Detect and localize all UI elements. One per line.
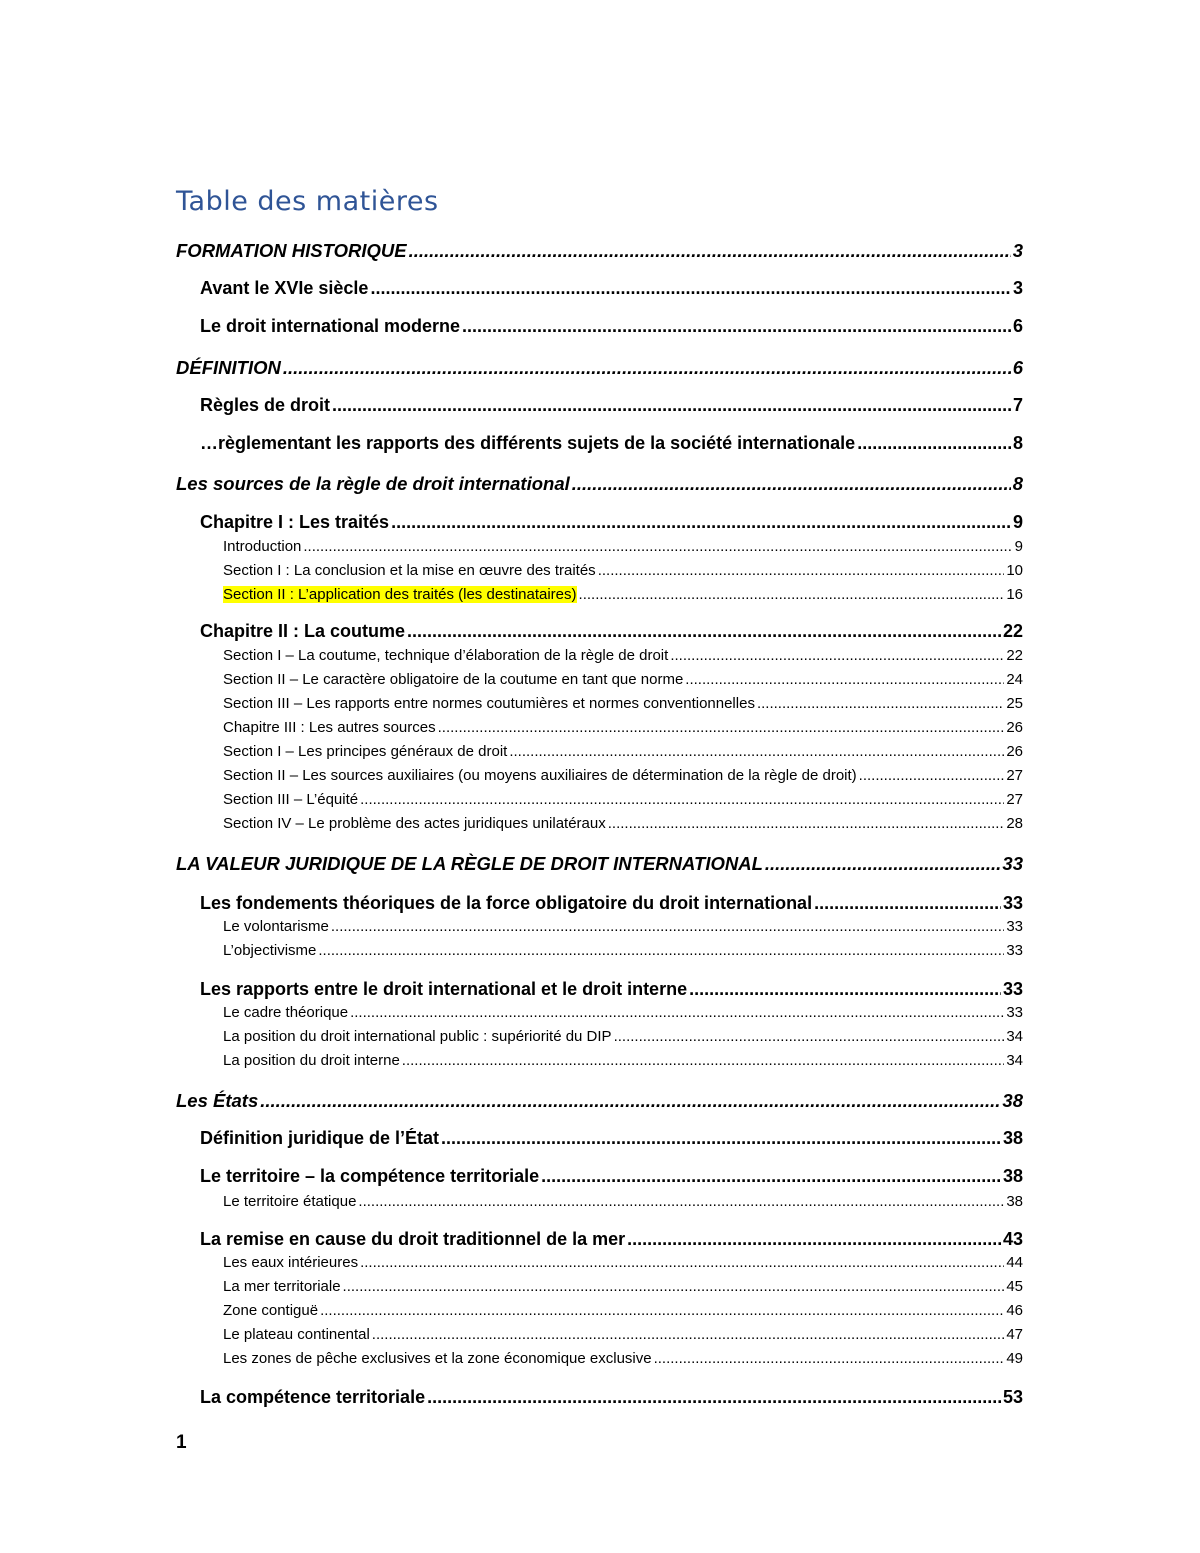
toc-entry-page: 27	[1006, 791, 1023, 808]
toc-entry[interactable]	[223, 815, 1023, 837]
toc-entry-title: LA VALEUR JURIDIQUE DE LA RÈGLE DE DROIT INTERNATIONAL	[176, 853, 763, 874]
toc-entry-title: La remise en cause du droit traditionnel de la mer	[200, 1229, 626, 1249]
toc-dot-leader	[814, 893, 1001, 914]
toc-entry-page: 25	[1006, 695, 1023, 712]
toc-entry-page: 49	[1006, 1350, 1023, 1367]
toc-entry-title: FORMATION HISTORIQUE	[176, 240, 407, 261]
toc-entry[interactable]	[223, 1193, 1023, 1215]
toc-entry-page: 46	[1006, 1302, 1023, 1319]
toc-dot-leader	[579, 586, 1005, 603]
toc-dot-leader	[438, 719, 1005, 736]
toc-entry-page: 53	[1002, 1387, 1023, 1407]
toc-dot-leader	[360, 791, 1004, 808]
toc-entry-page: 33	[1006, 942, 1023, 959]
toc-entry-page: 38	[1002, 1166, 1023, 1186]
toc-entry[interactable]	[200, 1229, 1023, 1255]
toc-dot-leader	[857, 433, 1011, 454]
toc-dot-leader	[331, 918, 1004, 935]
toc-entry[interactable]	[223, 1326, 1023, 1348]
toc-entry-page: 38	[1006, 1193, 1023, 1210]
toc-entry-title: Les zones de pêche exclusives et la zone économique exclusive	[223, 1350, 652, 1367]
toc-entry-page: 47	[1006, 1326, 1023, 1343]
toc-entry-title: Zone contiguë	[223, 1302, 319, 1319]
toc-entry-title: Section III – L’équité	[223, 791, 359, 808]
page-number: 1	[176, 1432, 187, 1453]
toc-dot-leader	[318, 942, 1004, 959]
toc-entry-page: 44	[1006, 1254, 1023, 1271]
toc-entry-title-highlighted: Section II : L’application des traités (les destinataires)	[223, 586, 577, 603]
toc-entry[interactable]	[223, 767, 1023, 789]
toc-dot-leader	[859, 767, 1005, 784]
toc-entry-title: Section III – Les rapports entre normes coutumières et normes conventionnelles	[223, 695, 755, 712]
toc-entry-page: 33	[1006, 918, 1023, 935]
toc-entry-title: L’objectivisme	[223, 942, 317, 959]
toc-entry-title: Le plateau continental	[223, 1326, 370, 1343]
toc-dot-leader	[391, 512, 1011, 533]
toc-entry-page: 6	[1012, 316, 1023, 336]
toc-dot-leader	[350, 1004, 1004, 1021]
toc-entry[interactable]	[200, 512, 1023, 538]
toc-entry[interactable]	[223, 1028, 1023, 1050]
toc-entry-page: 8	[1012, 433, 1023, 453]
toc-dot-leader	[572, 473, 1011, 495]
toc-dot-leader	[598, 562, 1005, 579]
toc-dot-leader	[409, 240, 1011, 262]
toc-dot-leader	[608, 815, 1005, 832]
toc-entry[interactable]	[200, 395, 1023, 421]
toc-entry[interactable]	[223, 1302, 1023, 1324]
toc-entry-page: 9	[1012, 512, 1023, 532]
toc-entry-title: La compétence territoriale	[200, 1387, 426, 1407]
toc-dot-leader	[372, 1326, 1005, 1343]
toc-entry[interactable]	[223, 695, 1023, 717]
toc-entry-title: Le volontarisme	[223, 918, 329, 935]
toc-entry-title: Section I – Les principes généraux de droit	[223, 743, 508, 760]
toc-entry[interactable]	[200, 278, 1023, 304]
toc-entry[interactable]	[200, 433, 1023, 459]
toc-entry-title: Section IV – Le problème des actes juridiques unilatéraux	[223, 815, 606, 832]
toc-dot-leader	[427, 1387, 1001, 1408]
toc-entry[interactable]	[223, 538, 1023, 560]
toc-entry-page: 34	[1006, 1052, 1023, 1069]
toc-entry-title: Chapitre I : Les traités	[200, 512, 390, 532]
toc-entry[interactable]	[176, 1090, 1023, 1116]
toc-entry-page: 33	[1002, 853, 1023, 874]
toc-entry-title: Les fondements théoriques de la force obligatoire du droit international	[200, 893, 813, 913]
toc-entry-title: Le droit international moderne	[200, 316, 461, 336]
toc-entry-title: Avant le XVIe siècle	[200, 278, 369, 298]
toc-entry-title: Les États	[176, 1090, 259, 1111]
toc-entry-page: 33	[1002, 979, 1023, 999]
toc-entry[interactable]	[200, 1387, 1023, 1413]
toc-entry[interactable]	[176, 357, 1023, 383]
toc-entry[interactable]	[200, 979, 1023, 1005]
toc-dot-leader	[757, 695, 1004, 712]
toc-entry[interactable]	[200, 621, 1023, 647]
toc-entry-title: Les eaux intérieures	[223, 1254, 359, 1271]
toc-entry-page: 27	[1006, 767, 1023, 784]
toc-entry[interactable]	[223, 743, 1023, 765]
toc-dot-leader	[462, 316, 1011, 337]
toc-entry-page: 3	[1012, 278, 1023, 298]
toc-entry[interactable]	[223, 647, 1023, 669]
toc-entry-page: 9	[1014, 538, 1023, 555]
toc-entry-page: 22	[1002, 621, 1023, 641]
toc-dot-leader	[303, 538, 1012, 555]
toc-entry[interactable]	[200, 1166, 1023, 1192]
toc-dot-leader	[358, 1193, 1004, 1210]
toc-entry-page: 34	[1006, 1028, 1023, 1045]
toc-entry-page: 10	[1006, 562, 1023, 579]
toc-entry-page: 26	[1006, 743, 1023, 760]
toc-entry-page: 22	[1006, 647, 1023, 664]
toc-entry[interactable]	[223, 942, 1023, 964]
toc-entry-title: Règles de droit	[200, 395, 331, 415]
toc-entry-title: Introduction	[223, 538, 302, 555]
toc-entry[interactable]	[223, 1254, 1023, 1276]
toc-dot-leader	[685, 671, 1004, 688]
toc-entry[interactable]	[223, 918, 1023, 940]
toc-entry-title: DÉFINITION	[176, 357, 281, 378]
toc-entry-title: Chapitre II : La coutume	[200, 621, 406, 641]
toc-entry[interactable]	[223, 1278, 1023, 1300]
toc-entry-page: 26	[1006, 719, 1023, 736]
toc-entry-page: 3	[1012, 240, 1023, 261]
toc-entry-page: 28	[1006, 815, 1023, 832]
toc-dot-leader	[320, 1302, 1004, 1319]
toc-entry-page: 33	[1002, 893, 1023, 913]
toc-entry[interactable]	[223, 1052, 1023, 1074]
toc-dot-leader	[402, 1052, 1005, 1069]
toc-dot-leader	[614, 1028, 1005, 1045]
toc-entry-title: Section II – Le caractère obligatoire de la coutume en tant que norme	[223, 671, 684, 688]
toc-entry-page: 33	[1006, 1004, 1023, 1021]
toc-entry-page: 43	[1002, 1229, 1023, 1249]
toc-entry[interactable]	[200, 893, 1023, 919]
toc-entry-title: Section II – Les sources auxiliaires (ou moyens auxiliaires de détermination de la règle de droit)	[223, 767, 857, 784]
toc-dot-leader	[283, 357, 1011, 379]
toc-dot-leader	[765, 853, 1001, 875]
toc-entry[interactable]	[176, 240, 1023, 266]
toc-entry-page: 6	[1012, 357, 1023, 378]
toc-entry-title: Le cadre théorique	[223, 1004, 349, 1021]
toc-dot-leader	[332, 395, 1011, 416]
toc-entry-page: 8	[1012, 473, 1023, 494]
toc-entry[interactable]	[200, 1128, 1023, 1154]
toc-entry-title: Le territoire étatique	[223, 1193, 357, 1210]
toc-entry[interactable]	[200, 316, 1023, 342]
toc-entry-title: Section I – La coutume, technique d’élaboration de la règle de droit	[223, 647, 669, 664]
toc-entry-title: Section I : La conclusion et la mise en œuvre des traités	[223, 562, 596, 579]
toc-dot-leader	[670, 647, 1004, 664]
toc-entry[interactable]	[223, 586, 1023, 608]
toc-entry[interactable]	[223, 719, 1023, 741]
toc-entry-title: Les sources de la règle de droit international	[176, 473, 570, 494]
toc-entry-title: La position du droit interne	[223, 1052, 400, 1069]
toc-entry[interactable]	[223, 671, 1023, 693]
toc-entry-page: 24	[1006, 671, 1023, 688]
toc-dot-leader	[627, 1229, 1001, 1250]
toc-entry-page: 16	[1006, 586, 1023, 603]
toc-entry-title: Les rapports entre le droit international et le droit interne	[200, 979, 688, 999]
toc-entry-page: 7	[1012, 395, 1023, 415]
toc-entry-page: 38	[1002, 1090, 1023, 1111]
toc-entry[interactable]	[223, 1350, 1023, 1372]
toc-entry-page: 45	[1006, 1278, 1023, 1295]
toc-dot-leader	[509, 743, 1004, 760]
toc-entry[interactable]	[223, 562, 1023, 584]
toc-entry-page: 38	[1002, 1128, 1023, 1148]
toc-entry-title: Chapitre III : Les autres sources	[223, 719, 436, 736]
toc-dot-leader	[441, 1128, 1001, 1149]
toc-dot-leader	[654, 1350, 1005, 1367]
toc-dot-leader	[260, 1090, 1000, 1112]
toc-entry-title: Définition juridique de l’État	[200, 1128, 440, 1148]
toc-entry[interactable]	[223, 1004, 1023, 1026]
toc-entry[interactable]	[176, 473, 1023, 499]
toc-entry-title: Le territoire – la compétence territoriale	[200, 1166, 540, 1186]
toc-entry-title: La position du droit international public : supériorité du DIP	[223, 1028, 612, 1045]
toc-entry-title: …règlementant les rapports des différents sujets de la société internationale	[200, 433, 856, 453]
toc-dot-leader	[370, 278, 1011, 299]
toc-entry-title: La mer territoriale	[223, 1278, 341, 1295]
toc-dot-leader	[541, 1166, 1001, 1187]
toc-title: Table des matières	[176, 186, 439, 217]
toc-dot-leader	[343, 1278, 1005, 1295]
toc-entry[interactable]	[176, 853, 1023, 879]
toc-dot-leader	[407, 621, 1001, 642]
toc-dot-leader	[689, 979, 1001, 1000]
toc-entry[interactable]	[223, 791, 1023, 813]
toc-dot-leader	[360, 1254, 1004, 1271]
